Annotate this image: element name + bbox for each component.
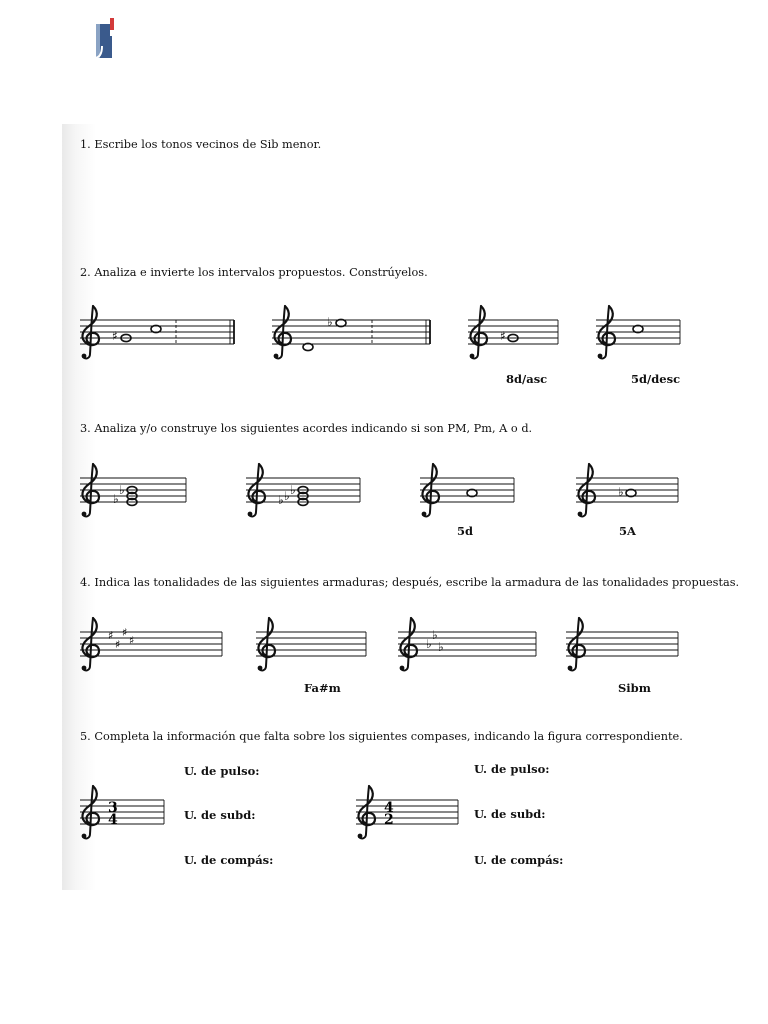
question-1-text: 1. Escribe los tonos vecinos de Sib menor. <box>80 138 322 151</box>
svg-text:♭: ♭ <box>113 492 119 506</box>
key-signature-staff-3 <box>398 626 538 666</box>
brand-logo-icon <box>84 16 124 64</box>
chord-staff-4 <box>576 472 680 512</box>
time-signature-staff-left <box>80 794 166 834</box>
time-signature-staff-right <box>356 794 460 834</box>
svg-text:♯: ♯ <box>112 329 118 343</box>
key-signature-staff-2 <box>256 626 368 666</box>
svg-text:♭: ♭ <box>426 637 432 651</box>
svg-text:♯: ♯ <box>129 634 135 647</box>
interval-staff-1 <box>80 314 236 354</box>
svg-text:♭: ♭ <box>618 485 624 499</box>
interval-label-8d-asc: 8d/asc <box>506 372 548 386</box>
chord-staff-1 <box>80 472 188 512</box>
interval-staff-4 <box>596 314 682 354</box>
key-label-fa-sharp-m: Fa#m <box>304 681 341 695</box>
time-signature-bottom: 2 <box>384 812 394 828</box>
svg-text:♭: ♭ <box>290 483 296 497</box>
question-5-text: 5. Completa la información que falta sobre los siguientes compases, indicando la figura correspondiente. <box>80 730 683 743</box>
measure-unit-label-right: U. de compás: <box>474 853 564 867</box>
svg-text:♯: ♯ <box>500 329 506 343</box>
chord-label-5A: 5A <box>619 524 636 538</box>
interval-staff-3 <box>468 314 560 354</box>
svg-text:♯: ♯ <box>115 638 121 651</box>
time-signature-bottom: 4 <box>108 812 118 828</box>
svg-text:♯: ♯ <box>122 626 128 639</box>
subdivision-unit-label-left: U. de subd: <box>184 808 256 822</box>
key-label-sibm: Sibm <box>618 681 651 695</box>
svg-text:♭: ♭ <box>278 493 284 507</box>
question-3-text: 3. Analiza y/o construye los siguientes acordes indicando si son PM, Pm, A o d. <box>80 422 533 435</box>
pulse-unit-label-right: U. de pulso: <box>474 762 550 776</box>
svg-text:♭: ♭ <box>438 640 444 654</box>
svg-text:♭: ♭ <box>432 628 438 642</box>
svg-text:♭: ♭ <box>327 315 333 329</box>
time-signature-top: 4 <box>384 800 394 816</box>
chord-staff-3 <box>420 472 516 512</box>
key-signature-staff-4 <box>566 626 680 666</box>
time-signature-top: 3 <box>108 800 118 816</box>
pulse-unit-label-left: U. de pulso: <box>184 764 260 778</box>
subdivision-unit-label-right: U. de subd: <box>474 807 546 821</box>
key-signature-staff-1 <box>80 626 224 666</box>
svg-text:♭: ♭ <box>284 489 290 503</box>
question-4-text: 4. Indica las tonalidades de las siguientes armaduras; después, escribe la armadura de las tonalidades propuestas. <box>80 576 740 589</box>
chord-label-5d: 5d <box>457 524 474 538</box>
worksheet-page <box>62 124 740 890</box>
chord-staff-2 <box>246 472 362 512</box>
measure-unit-label-left: U. de compás: <box>184 853 274 867</box>
interval-staff-2 <box>272 314 432 354</box>
interval-label-5d-desc: 5d/desc <box>631 372 681 386</box>
svg-text:♯: ♯ <box>108 629 114 642</box>
question-2-text: 2. Analiza e invierte los intervalos propuestos. Constrúyelos. <box>80 266 428 279</box>
svg-text:♭: ♭ <box>119 483 125 497</box>
